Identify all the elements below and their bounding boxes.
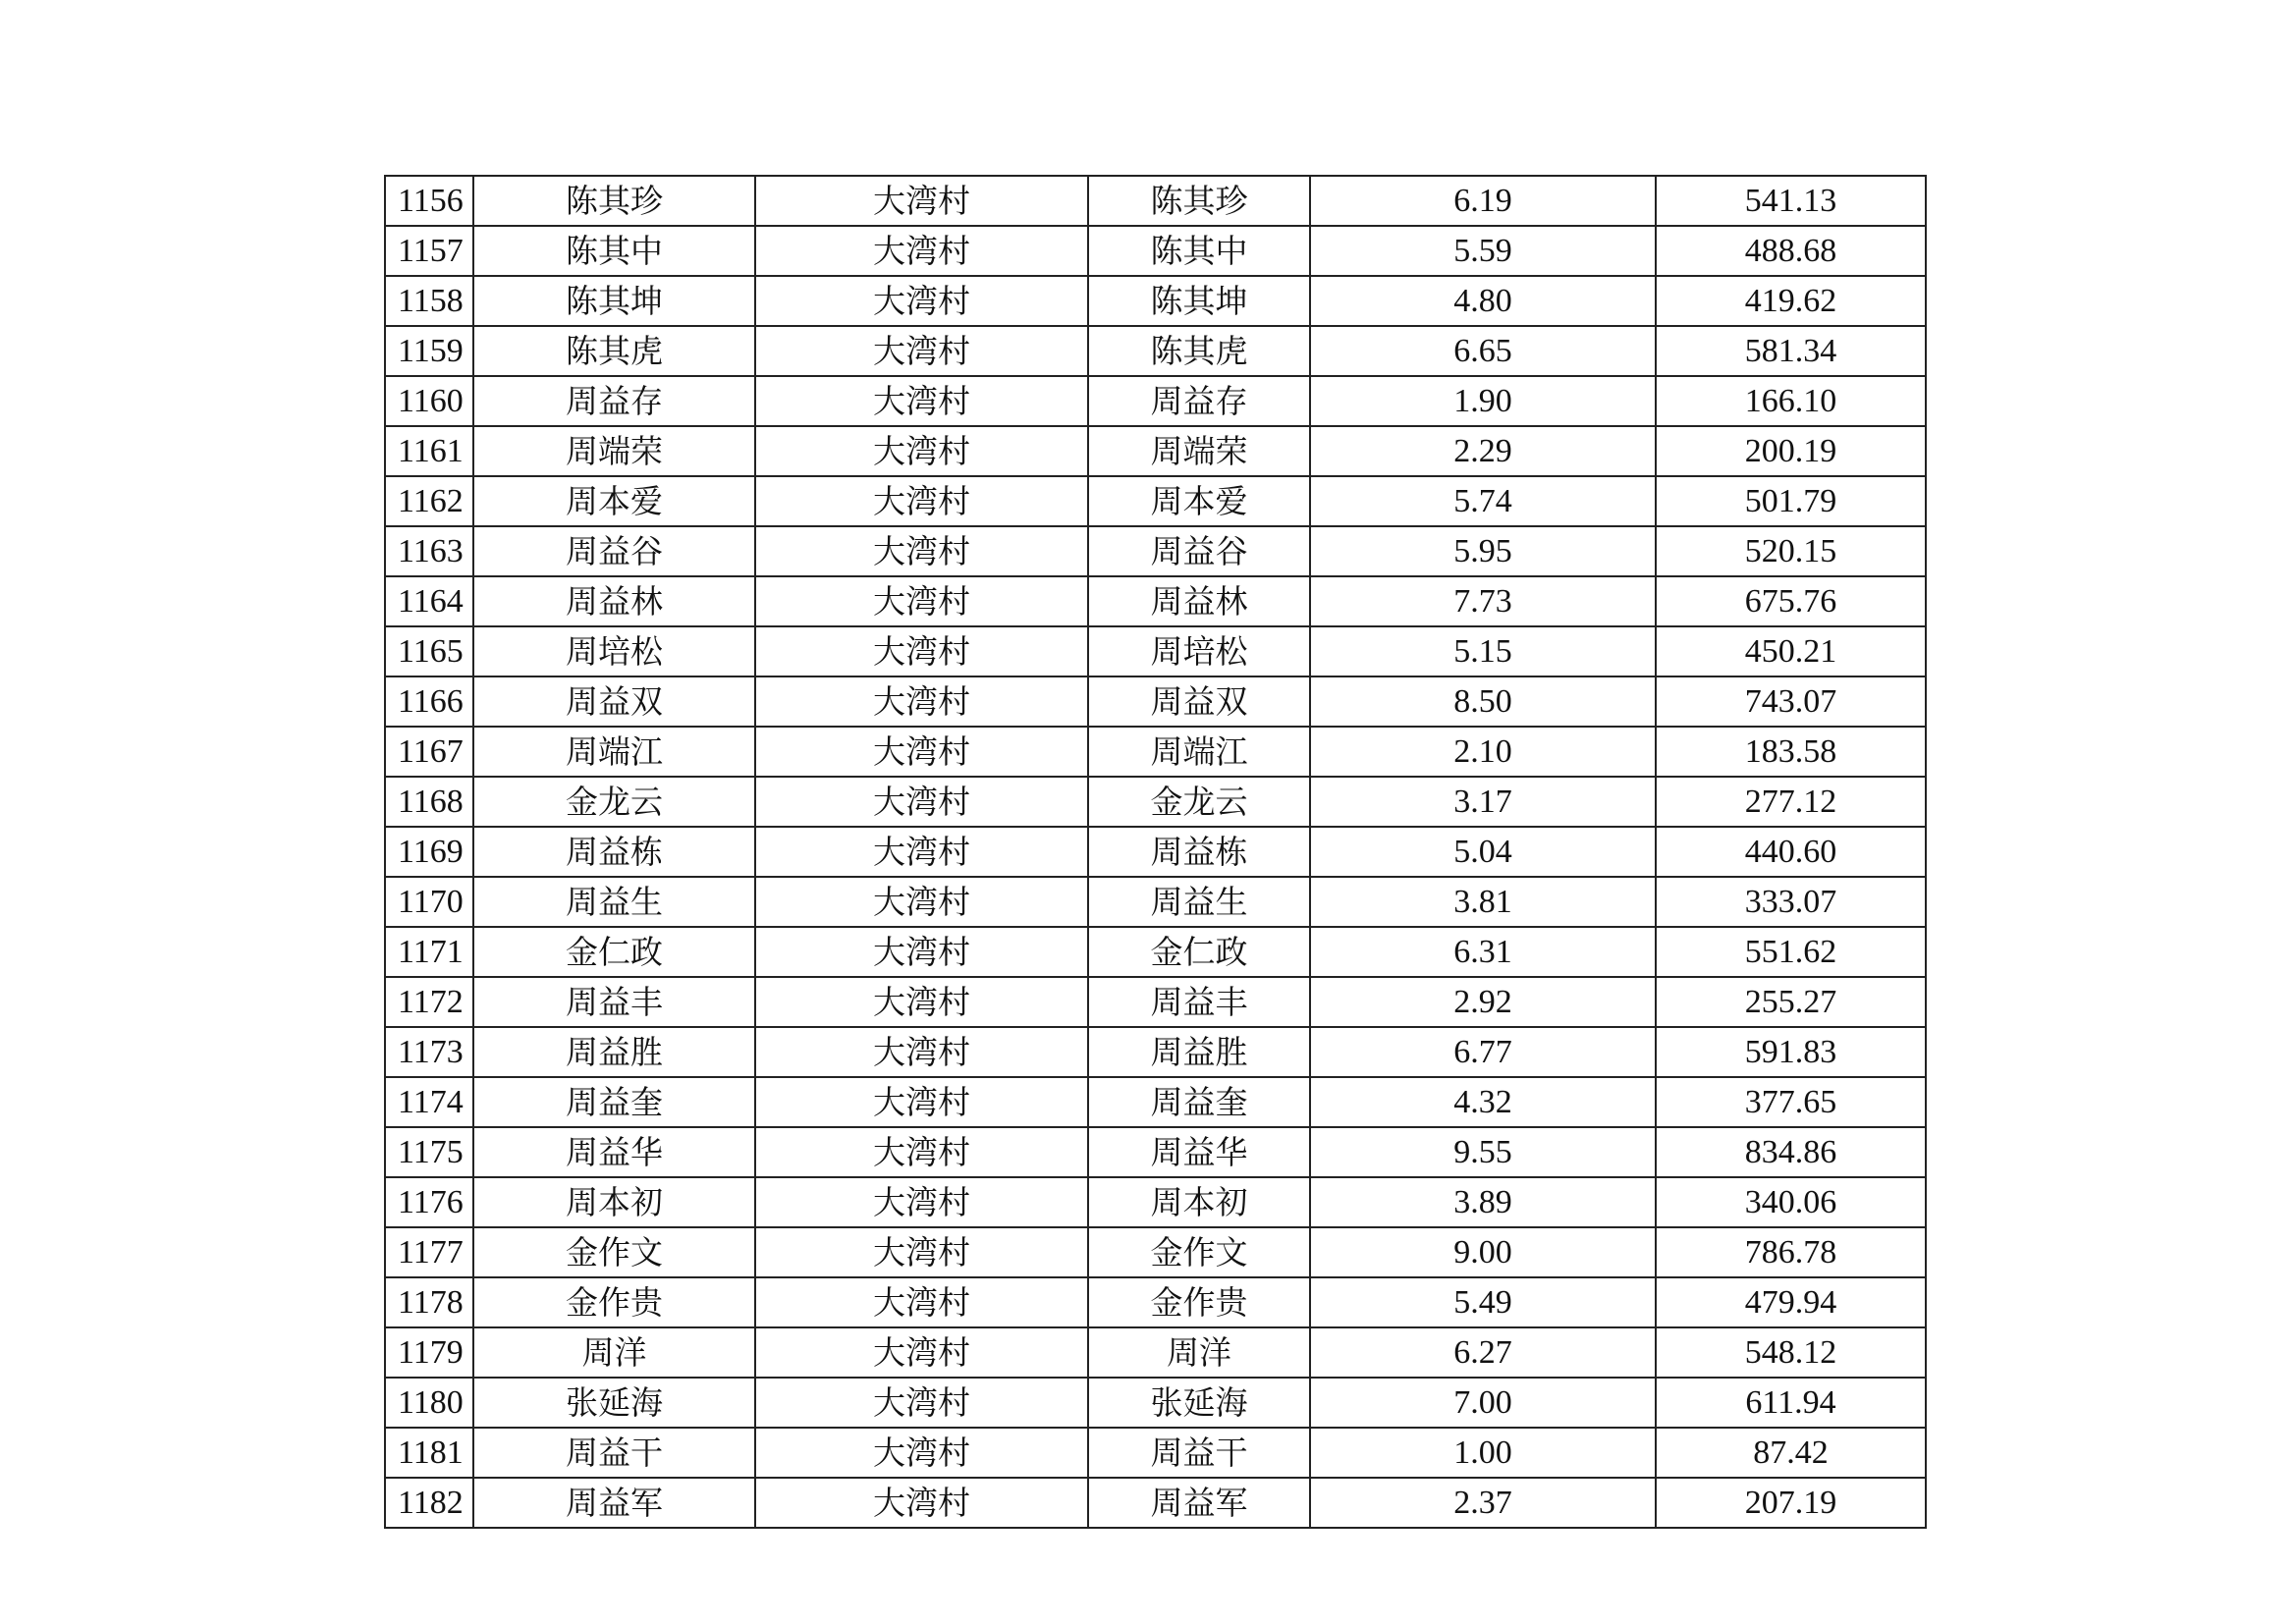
row-number-cell: 1164: [385, 576, 473, 626]
holder-cell: 陈其坤: [1088, 276, 1310, 326]
area-cell: 5.95: [1310, 526, 1656, 576]
table-row: [385, 827, 1926, 877]
area-cell: 5.74: [1310, 476, 1656, 526]
name-cell: 周益奎: [473, 1077, 755, 1127]
village-cell: 大湾村: [755, 927, 1088, 977]
table-row: [385, 426, 1926, 476]
village-cell: 大湾村: [755, 827, 1088, 877]
area-cell: 6.27: [1310, 1327, 1656, 1378]
row-number-cell: 1175: [385, 1127, 473, 1177]
name-cell: 周益丰: [473, 977, 755, 1027]
holder-cell: 周益林: [1088, 576, 1310, 626]
amount-cell: 591.83: [1656, 1027, 1926, 1077]
area-cell: 7.73: [1310, 576, 1656, 626]
village-cell: 大湾村: [755, 727, 1088, 777]
holder-cell: 周端荣: [1088, 426, 1310, 476]
amount-cell: 207.19: [1656, 1478, 1926, 1528]
area-cell: 6.31: [1310, 927, 1656, 977]
row-number-cell: 1158: [385, 276, 473, 326]
area-cell: 6.19: [1310, 176, 1656, 226]
table-row: [385, 1327, 1926, 1378]
row-number-cell: 1162: [385, 476, 473, 526]
holder-cell: 周本爱: [1088, 476, 1310, 526]
row-number-cell: 1181: [385, 1428, 473, 1478]
area-cell: 7.00: [1310, 1378, 1656, 1428]
holder-cell: 周益谷: [1088, 526, 1310, 576]
holder-cell: 周益双: [1088, 676, 1310, 727]
row-number-cell: 1161: [385, 426, 473, 476]
table-row: [385, 1177, 1926, 1227]
village-cell: 大湾村: [755, 1177, 1088, 1227]
holder-cell: 周益军: [1088, 1478, 1310, 1528]
row-number-cell: 1159: [385, 326, 473, 376]
holder-cell: 陈其珍: [1088, 176, 1310, 226]
amount-cell: 450.21: [1656, 626, 1926, 676]
name-cell: 周本初: [473, 1177, 755, 1227]
amount-cell: 377.65: [1656, 1077, 1926, 1127]
holder-cell: 金作贵: [1088, 1277, 1310, 1327]
village-cell: 大湾村: [755, 1478, 1088, 1528]
table-row: [385, 376, 1926, 426]
amount-cell: 183.58: [1656, 727, 1926, 777]
name-cell: 周益栋: [473, 827, 755, 877]
amount-cell: 340.06: [1656, 1177, 1926, 1227]
table-row: [385, 727, 1926, 777]
amount-cell: 541.13: [1656, 176, 1926, 226]
holder-cell: 陈其虎: [1088, 326, 1310, 376]
data-table: [384, 175, 1927, 1529]
amount-cell: 551.62: [1656, 927, 1926, 977]
name-cell: 金龙云: [473, 777, 755, 827]
table-row: [385, 226, 1926, 276]
table-row: [385, 276, 1926, 326]
holder-cell: 金作文: [1088, 1227, 1310, 1277]
village-cell: 大湾村: [755, 176, 1088, 226]
holder-cell: 金仁政: [1088, 927, 1310, 977]
name-cell: 周端江: [473, 727, 755, 777]
amount-cell: 440.60: [1656, 827, 1926, 877]
row-number-cell: 1160: [385, 376, 473, 426]
amount-cell: 255.27: [1656, 977, 1926, 1027]
amount-cell: 277.12: [1656, 777, 1926, 827]
area-cell: 4.32: [1310, 1077, 1656, 1127]
holder-cell: 周益生: [1088, 877, 1310, 927]
amount-cell: 548.12: [1656, 1327, 1926, 1378]
holder-cell: 周益丰: [1088, 977, 1310, 1027]
row-number-cell: 1180: [385, 1378, 473, 1428]
name-cell: 周益军: [473, 1478, 755, 1528]
area-cell: 2.92: [1310, 977, 1656, 1027]
row-number-cell: 1173: [385, 1027, 473, 1077]
amount-cell: 333.07: [1656, 877, 1926, 927]
name-cell: 周益林: [473, 576, 755, 626]
row-number-cell: 1163: [385, 526, 473, 576]
name-cell: 金作贵: [473, 1277, 755, 1327]
name-cell: 周端荣: [473, 426, 755, 476]
table-row: [385, 676, 1926, 727]
table-row: [385, 476, 1926, 526]
village-cell: 大湾村: [755, 376, 1088, 426]
village-cell: 大湾村: [755, 476, 1088, 526]
table-row: [385, 927, 1926, 977]
area-cell: 6.65: [1310, 326, 1656, 376]
holder-cell: 周洋: [1088, 1327, 1310, 1378]
holder-cell: 周益存: [1088, 376, 1310, 426]
amount-cell: 611.94: [1656, 1378, 1926, 1428]
name-cell: 周洋: [473, 1327, 755, 1378]
row-number-cell: 1172: [385, 977, 473, 1027]
area-cell: 5.59: [1310, 226, 1656, 276]
amount-cell: 479.94: [1656, 1277, 1926, 1327]
row-number-cell: 1156: [385, 176, 473, 226]
village-cell: 大湾村: [755, 626, 1088, 676]
table-row: [385, 977, 1926, 1027]
holder-cell: 周益栋: [1088, 827, 1310, 877]
holder-cell: 周益胜: [1088, 1027, 1310, 1077]
row-number-cell: 1171: [385, 927, 473, 977]
area-cell: 9.00: [1310, 1227, 1656, 1277]
area-cell: 8.50: [1310, 676, 1656, 727]
amount-cell: 581.34: [1656, 326, 1926, 376]
holder-cell: 周端江: [1088, 727, 1310, 777]
holder-cell: 金龙云: [1088, 777, 1310, 827]
name-cell: 周本爱: [473, 476, 755, 526]
village-cell: 大湾村: [755, 1027, 1088, 1077]
area-cell: 1.00: [1310, 1428, 1656, 1478]
holder-cell: 周益奎: [1088, 1077, 1310, 1127]
amount-cell: 488.68: [1656, 226, 1926, 276]
table-row: [385, 576, 1926, 626]
table-row: [385, 526, 1926, 576]
row-number-cell: 1182: [385, 1478, 473, 1528]
name-cell: 周益谷: [473, 526, 755, 576]
area-cell: 4.80: [1310, 276, 1656, 326]
village-cell: 大湾村: [755, 1127, 1088, 1177]
area-cell: 3.17: [1310, 777, 1656, 827]
name-cell: 周益生: [473, 877, 755, 927]
village-cell: 大湾村: [755, 1227, 1088, 1277]
table-row: [385, 1277, 1926, 1327]
row-number-cell: 1170: [385, 877, 473, 927]
village-cell: 大湾村: [755, 1327, 1088, 1378]
table-row: [385, 1428, 1926, 1478]
row-number-cell: 1176: [385, 1177, 473, 1227]
table-row: [385, 626, 1926, 676]
row-number-cell: 1167: [385, 727, 473, 777]
holder-cell: 周本初: [1088, 1177, 1310, 1227]
holder-cell: 周培松: [1088, 626, 1310, 676]
holder-cell: 周益华: [1088, 1127, 1310, 1177]
amount-cell: 743.07: [1656, 676, 1926, 727]
amount-cell: 200.19: [1656, 426, 1926, 476]
amount-cell: 520.15: [1656, 526, 1926, 576]
name-cell: 金仁政: [473, 927, 755, 977]
area-cell: 2.37: [1310, 1478, 1656, 1528]
area-cell: 3.81: [1310, 877, 1656, 927]
table-row: [385, 1227, 1926, 1277]
area-cell: 5.15: [1310, 626, 1656, 676]
name-cell: 周益胜: [473, 1027, 755, 1077]
village-cell: 大湾村: [755, 777, 1088, 827]
holder-cell: 陈其中: [1088, 226, 1310, 276]
village-cell: 大湾村: [755, 1378, 1088, 1428]
name-cell: 金作文: [473, 1227, 755, 1277]
row-number-cell: 1168: [385, 777, 473, 827]
amount-cell: 419.62: [1656, 276, 1926, 326]
name-cell: 陈其中: [473, 226, 755, 276]
table-row: [385, 1378, 1926, 1428]
village-cell: 大湾村: [755, 1077, 1088, 1127]
village-cell: 大湾村: [755, 226, 1088, 276]
area-cell: 3.89: [1310, 1177, 1656, 1227]
village-cell: 大湾村: [755, 1428, 1088, 1478]
village-cell: 大湾村: [755, 1277, 1088, 1327]
amount-cell: 834.86: [1656, 1127, 1926, 1177]
amount-cell: 786.78: [1656, 1227, 1926, 1277]
table-body: [385, 176, 1926, 1528]
area-cell: 2.10: [1310, 727, 1656, 777]
area-cell: 5.04: [1310, 827, 1656, 877]
row-number-cell: 1169: [385, 827, 473, 877]
table-row: [385, 326, 1926, 376]
table-row: [385, 176, 1926, 226]
row-number-cell: 1177: [385, 1227, 473, 1277]
amount-cell: 87.42: [1656, 1428, 1926, 1478]
row-number-cell: 1179: [385, 1327, 473, 1378]
holder-cell: 张延海: [1088, 1378, 1310, 1428]
amount-cell: 501.79: [1656, 476, 1926, 526]
village-cell: 大湾村: [755, 676, 1088, 727]
name-cell: 周培松: [473, 626, 755, 676]
amount-cell: 675.76: [1656, 576, 1926, 626]
row-number-cell: 1174: [385, 1077, 473, 1127]
area-cell: 2.29: [1310, 426, 1656, 476]
row-number-cell: 1165: [385, 626, 473, 676]
area-cell: 5.49: [1310, 1277, 1656, 1327]
name-cell: 陈其坤: [473, 276, 755, 326]
name-cell: 陈其珍: [473, 176, 755, 226]
table-row: [385, 777, 1926, 827]
area-cell: 1.90: [1310, 376, 1656, 426]
table-row: [385, 1027, 1926, 1077]
village-cell: 大湾村: [755, 276, 1088, 326]
name-cell: 周益干: [473, 1428, 755, 1478]
amount-cell: 166.10: [1656, 376, 1926, 426]
row-number-cell: 1178: [385, 1277, 473, 1327]
area-cell: 6.77: [1310, 1027, 1656, 1077]
row-number-cell: 1166: [385, 676, 473, 727]
name-cell: 周益存: [473, 376, 755, 426]
village-cell: 大湾村: [755, 977, 1088, 1027]
area-cell: 9.55: [1310, 1127, 1656, 1177]
row-number-cell: 1157: [385, 226, 473, 276]
village-cell: 大湾村: [755, 326, 1088, 376]
name-cell: 陈其虎: [473, 326, 755, 376]
village-cell: 大湾村: [755, 877, 1088, 927]
table-row: [385, 1077, 1926, 1127]
table-row: [385, 1478, 1926, 1528]
table-row: [385, 877, 1926, 927]
name-cell: 张延海: [473, 1378, 755, 1428]
name-cell: 周益双: [473, 676, 755, 727]
holder-cell: 周益干: [1088, 1428, 1310, 1478]
table-row: [385, 1127, 1926, 1177]
village-cell: 大湾村: [755, 426, 1088, 476]
village-cell: 大湾村: [755, 526, 1088, 576]
name-cell: 周益华: [473, 1127, 755, 1177]
village-cell: 大湾村: [755, 576, 1088, 626]
